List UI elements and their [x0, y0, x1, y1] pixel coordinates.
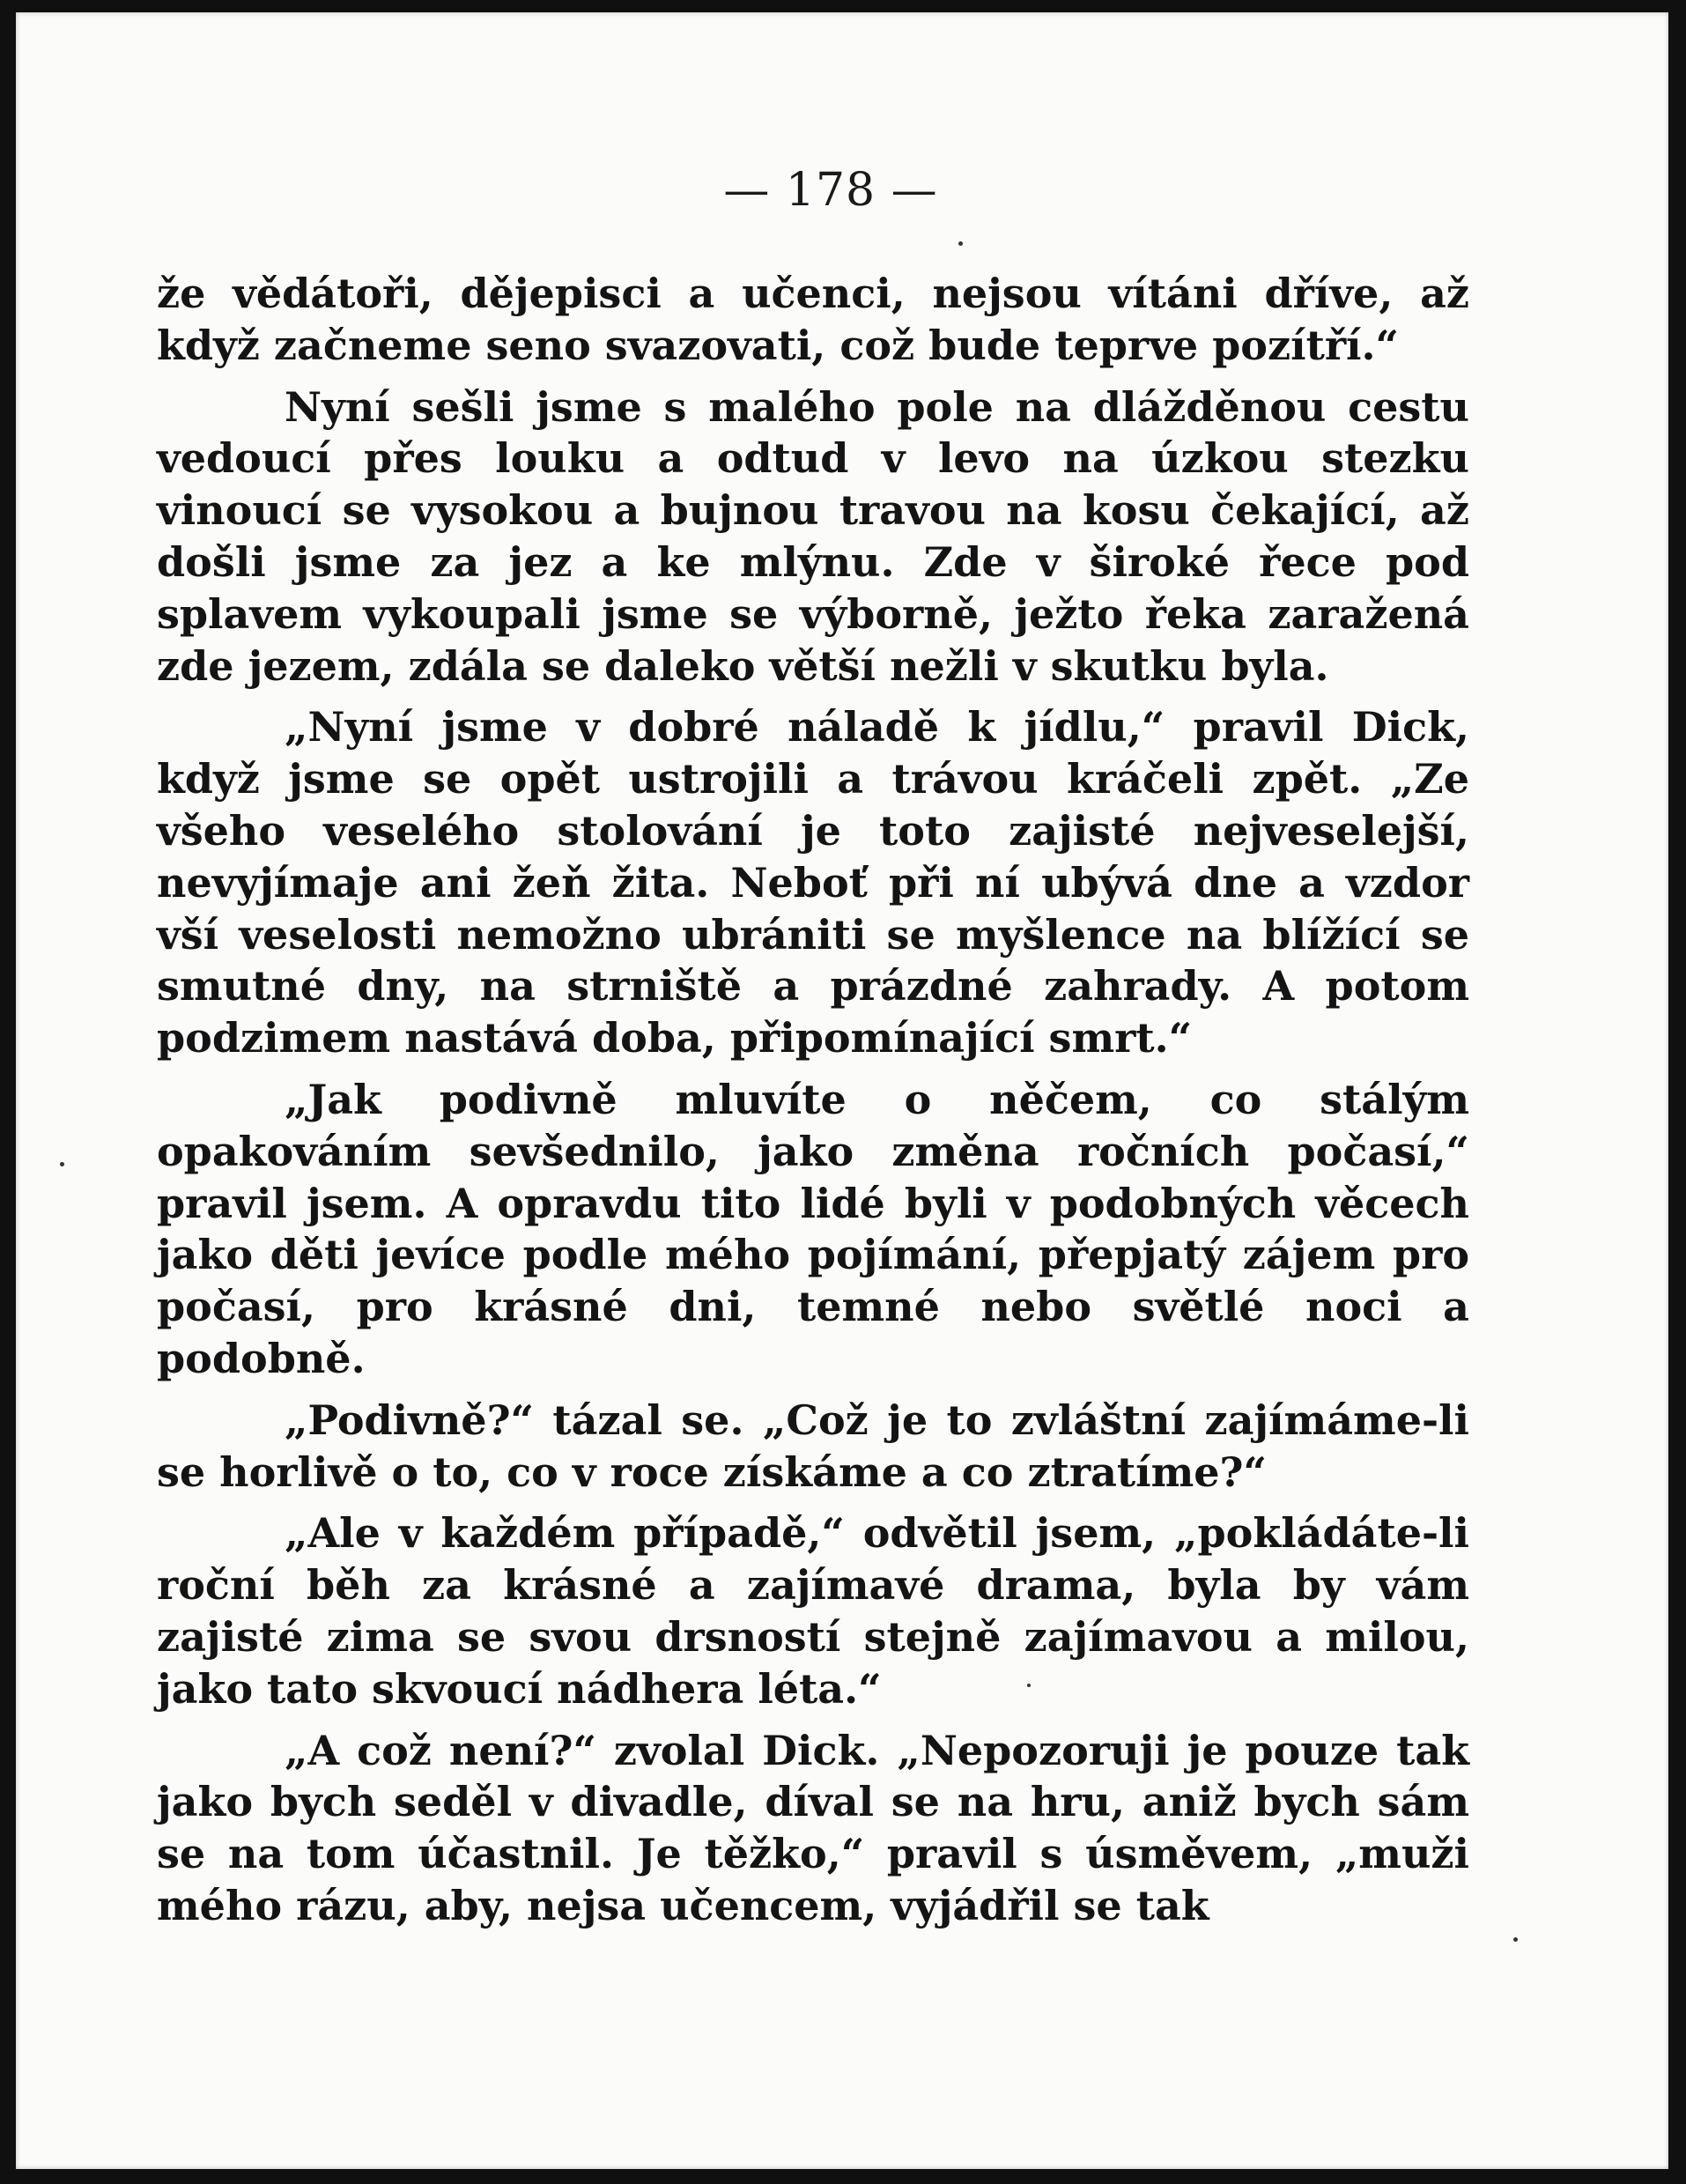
print-speck	[1513, 1937, 1518, 1942]
print-speck	[60, 1162, 64, 1166]
print-speck	[1027, 1684, 1031, 1687]
book-page	[16, 12, 1668, 2169]
paragraph-6: „Ale v každém případě,“ odvětil jsem, „pokládáte-li roční běh za krásné a zajímavé drama, byla by vám zajisté zima se svou drsností stejně zajímavou a milou, jako tato skvoucí nádhera léta.“	[157, 1509, 1469, 1713]
paragraph-7: „A což není?“ zvolal Dick. „Nepozoruji je pouze tak jako bych seděl v divadle, díval se na hru, aniž bych sám se na tom účastnil. Je těžko,“ pravil s úsměvem, „muži mého rázu, aby, nejsa učencem, vyjádřil se tak	[157, 1726, 1469, 1929]
page-number: — 178 —	[723, 164, 938, 217]
print-speck	[958, 241, 963, 246]
paragraph-3: „Nyní jsme v dobré náladě k jídlu,“ pravil Dick, když jsme se opět ustrojili a trávou kráčeli zpět. „Ze všeho veselého stolování je toto zajisté nejveselejší, nevyjímaje ani žeň žita. Neboť při ní ubývá dne a vzdor vší veselosti nemožno ubrániti se myšlence na blížící se smutné dny, na strniště a prázdné zahrady. A potom podzimem nastává doba, připomínající smrt.“	[157, 703, 1469, 1062]
paragraph-4: „Jak podivně mluvíte o něčem, co stálým opakováním sevšednilo, jako změna ročních počasí,“ pravil jsem. A opravdu tito lidé byli v podobných věcech jako děti jevíce podle mého pojímání, přepjatý zájem pro počasí, pro krásné dni, temné nebo světlé noci a podobně.	[157, 1075, 1469, 1382]
paragraph-5: „Podivně?“ tázal se. „Což je to zvláštní zajímáme-li se horlivě o to, co v roce získáme a co ztratíme?“	[157, 1396, 1469, 1496]
paragraph-2: Nyní sešli jsme s malého pole na dlážděnou cestu vedoucí přes louku a odtud v levo na úzkou stezku vinoucí se vysokou a bujnou travou na kosu čekající, až došli jsme za jez a ke mlýnu. Zde v široké řece pod splavem vykoupali jsme se výborně, ježto řeka zaražená zde jezem, zdála se daleko větší nežli v skutku byla.	[157, 382, 1469, 690]
body-text	[157, 268, 1469, 1932]
paragraph-1: že vědátoři, dějepisci a učenci, nejsou vítáni dříve, až když začneme seno svazovati, což bude teprve pozítří.“	[157, 270, 1469, 369]
